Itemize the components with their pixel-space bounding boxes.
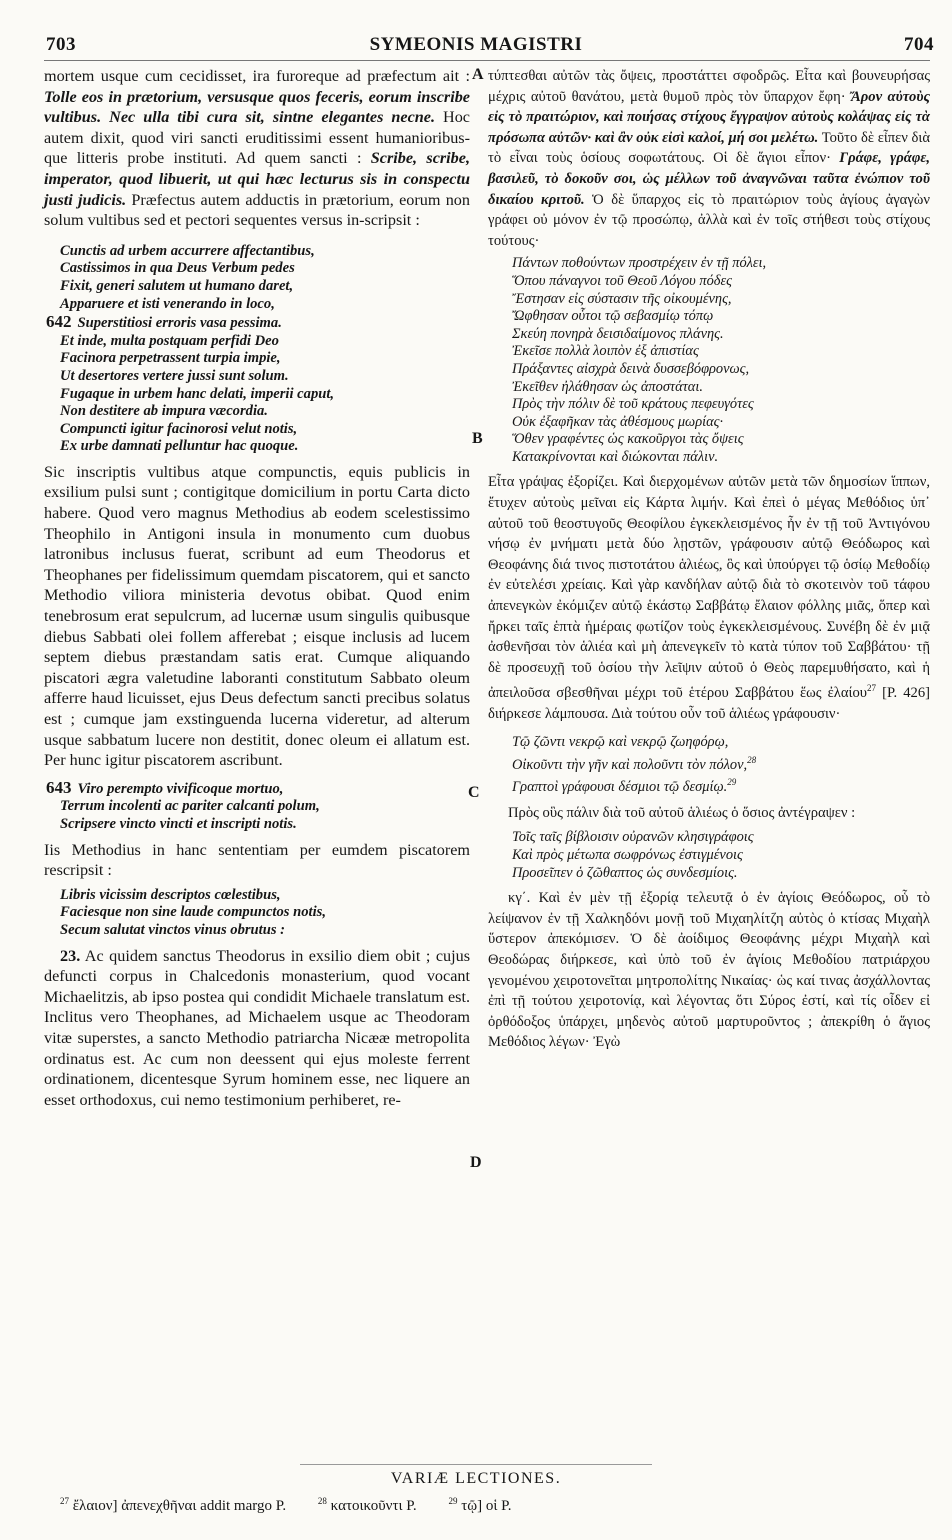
variae-rule bbox=[300, 1464, 652, 1465]
greek-text: Τοῦτο δὲ εἶπεν διὰ τὸ εἶναι τοὺς ὁσίους σοφωτάτους. Οἱ δὲ ἅγιοι εἶπον· bbox=[488, 129, 930, 167]
verse-line: Ἐκεῖσε πολλὰ λοιπὸν ἐξ ἀπιστίας bbox=[512, 343, 699, 360]
latin-paragraph-4 bbox=[44, 946, 470, 1111]
verse-line: Ὤφθησαν οὗτοι τῷ σεβασμίῳ τόπῳ bbox=[512, 308, 714, 325]
verse-line: Ex urbe damnati pelluntur hac quoque. bbox=[60, 438, 299, 455]
variae-lectiones-title: VARIÆ LECTIONES. bbox=[390, 1470, 562, 1487]
verse-line: Οὐκ ἐξαφῆκαν τὰς ἀθέσμους μωρίας· bbox=[512, 413, 724, 430]
greek-paragraph-2 bbox=[488, 472, 930, 724]
verse-line: Compuncti igitur facinorosi velut notis, bbox=[60, 420, 298, 437]
footnote-ref: 29 bbox=[727, 777, 737, 788]
footnote-ref: 28 bbox=[747, 755, 757, 766]
verse-line: Πρὸς τὴν πόλιν δὲ τοῦ κράτους πεφευγότες bbox=[512, 396, 754, 413]
variant-note bbox=[318, 1498, 431, 1514]
greek-text: διήρκεσε λάμπουσα. Διὰ τούτου οὖν τοῦ ἁλιέως γράφουσιν· bbox=[488, 705, 841, 722]
verse-line: Καὶ πρὸς μέτωπα σωφρόνως ἐστιγμένοις bbox=[512, 847, 743, 864]
verse-line: Fixit, generi salutem ut humano daret, bbox=[60, 277, 294, 294]
verse-line bbox=[512, 774, 930, 796]
column-marker: 642 bbox=[46, 312, 72, 332]
verse-line: Libris vicissim descriptos cœlestibus, bbox=[60, 886, 281, 903]
verse-line: Non destitere ab impura væcordia. bbox=[60, 403, 268, 420]
latin-text: Ac quidem sanctus Theodorus in exsilio diem obit ; cujus defuncti corpus in Chalcedonis monasterium, quod vocant Michaelitzis, ab ipso postea qui condidit Michaele translatum est. Inclitus vero Theophanes, ad Michaelem usque ac Theodoram vitæ superstes, a sancto Methodio patriarcha Nicææ metropolita ordinatus est. Ac cum non deessent qui ejus moleste ferrent ordinationem, dicentesque Syrum hominem esse, nec liquere an esset orthodoxus, cui nemo testimonium perhiberet, re- bbox=[44, 946, 470, 1109]
latin-speech-emperor: Tolle eos in prætorium, versusque quos feceris, eorum inscribe vultibus. Nec ulla tibi cura sit, sintne elegantes necne. bbox=[44, 87, 470, 127]
latin-verse-1 bbox=[46, 242, 470, 456]
latin-speech-saints: Scribe, scribe, imperator, quod libuerit, ut qui hæc lecturus sis in conspectu justi judicis. bbox=[44, 149, 470, 209]
verse-line-text: Γραπτοὶ γράφουσι δέσμιοι τῷ δεσμίῳ. bbox=[512, 779, 728, 796]
margin-letter-d: D bbox=[470, 1154, 482, 1171]
page-reference: [P. 426] bbox=[875, 685, 930, 702]
note-number: 29 bbox=[448, 1496, 458, 1506]
header-rule bbox=[44, 60, 930, 61]
verse-line: Κατακρίνονται καὶ διώκονται πάλιν. bbox=[512, 448, 719, 465]
verse-line: Τῷ ζῶντι νεκρῷ καὶ νεκρῷ ζωηφόρῳ, bbox=[512, 734, 729, 751]
greek-verse-2 bbox=[512, 734, 930, 796]
verse-line: Faciesque non sine laude compunctos notis, bbox=[60, 904, 326, 921]
greek-verse-1 bbox=[512, 255, 930, 466]
margin-letter-b: B bbox=[472, 430, 483, 447]
latin-verse-2 bbox=[46, 777, 470, 834]
greek-paragraph-3: Πρὸς οὓς πάλιν διὰ τοῦ αὐτοῦ ἁλιέως ὁ ὅσιος ἀντέγραψεν : bbox=[508, 804, 856, 821]
verse-line bbox=[512, 752, 930, 774]
verse-line-text: Viro perempto vivificoque mortuo, bbox=[77, 780, 284, 797]
variant-note bbox=[448, 1498, 525, 1514]
verse-line: Fugaque in urbem hanc delati, imperii caput, bbox=[60, 385, 335, 402]
greek-speech-emperor: Ἄρον αὐτοὺς εἰς τὸ πραιτώριον, καὶ ποιήσας στίχους ἔγγραψον αὐτοὺς κολάψας εἰς τὰ πρόσωπα αὐτῶν· καὶ ἂν οὐκ εἰσὶ καλοί, μή σοι μελέτω. bbox=[488, 88, 930, 146]
variant-note bbox=[60, 1498, 300, 1514]
verse-line: Τοῖς ταῖς βίβλοισιν οὐρανῶν κλησιγράφοις bbox=[512, 829, 754, 846]
section-number: κγ΄. bbox=[508, 890, 531, 907]
note-text: κατοικοῦντι P. bbox=[330, 1498, 417, 1514]
verse-line-text: Superstitiosi erroris vasa pessima. bbox=[77, 315, 282, 332]
greek-text: Καὶ ἐν μὲν τῇ ἐξορίᾳ τελευτᾷ ὁ ἐν ἁγίοις Θεόδωρος, οὗ τὸ λείψανον ἐν τῇ Χαλκηδόνι μονῇ τοῦ Μιχαηλίτζη αὐτὸς ὁ κτίσας Μιχαὴλ ὕστερον ἀπεκόμισεν. Ὁ δὲ ἀοίδιμος Θεοφάνης μέχρι Μιχαὴλ καὶ Θεοδώρας διήρκεσε, καὶ ὑπὸ τοῦ ἐν ἁγίοις Μεθοδίου πατριάρχου γενομένου χειροτονεῖται μητροπολίτης Νικαίας· ὡς καί τινας ἀσχάλλοντας ἐπὶ τῇ τούτου χειροτονίᾳ, καὶ λέγοντας ὅτι Σύρος ἐστί, καὶ τίς οἶδεν εἰ ὀρθόδοξος ὑπάρχει, μηδενὸς αὐτοῦ μαρτυροῦντος ; ἀπεκρίθη ὁ ἅγιος Μεθόδιος λέγων· Ἐγὼ bbox=[488, 890, 930, 1051]
verse-line: Secum salutat vinctos vinus obrutus : bbox=[60, 921, 286, 938]
greek-paragraph-1 bbox=[488, 66, 930, 251]
greek-column bbox=[488, 66, 930, 1053]
note-text: ἔλαιον] ἀπενεχθῆναι addit margo P. bbox=[72, 1498, 287, 1514]
greek-paragraph-4 bbox=[488, 888, 930, 1053]
verse-line: Terrum incolenti ac pariter calcanti polum, bbox=[60, 798, 320, 815]
variae-lectiones-notes bbox=[60, 1496, 920, 1515]
verse-line-text: Οἰκοῦντι τὴν γῆν καὶ πολοῦντι τὸν πόλον, bbox=[512, 756, 748, 773]
latin-column bbox=[44, 66, 470, 1110]
verse-line: Ὅπου πάναγνοι τοῦ Θεοῦ Λόγου πόδες bbox=[512, 272, 732, 289]
running-title: SYMEONIS MAGISTRI bbox=[369, 34, 583, 55]
greek-text: τύπτεσθαι αὐτῶν τὰς ὄψεις, προστάττει σφοδρῶς. Εἶτα καὶ βουνευρήσας μέχρις αὐτοῦ θανάτου, μετὰ θυμοῦ πρὸς τὸν ὕπαρχον ἔφη· bbox=[488, 68, 930, 105]
verse-line: Πάντων ποθούντων προστρέχειν ἐν τῇ πόλει, bbox=[512, 255, 767, 272]
margin-letter-c: C bbox=[468, 784, 480, 801]
note-number: 27 bbox=[60, 1496, 69, 1506]
latin-text: mortem usque cum cecidisset, ira furoreque ad præfectum ait : bbox=[44, 67, 470, 85]
verse-line: Facinora perpetrassent turpia impie, bbox=[60, 350, 281, 367]
verse-line: Cunctis ad urbem accurrere affectantibus, bbox=[60, 242, 315, 259]
footnote-ref: 27 bbox=[866, 683, 876, 694]
verse-line: Σκεύη πονηρὰ δεισιδαίμονος πλάνης. bbox=[512, 325, 724, 342]
verse-line: Ὅθεν γραφέντες ὡς κακοῦργοι τὰς ὄψεις bbox=[512, 431, 744, 448]
latin-verse-3 bbox=[60, 887, 470, 940]
margin-letter-a: A bbox=[472, 66, 484, 83]
greek-text: Ὁ δὲ ὕπαρχος εἰς τὸ πραιτώριον τοὺς ἁγίους ἀγαγὼν γράφει οὐ μόνον ἐν τῷ προσώπῳ, ἀλλὰ καὶ ἐν τοῖς στήθεσι τοὺς στίχους τούτους· bbox=[488, 191, 930, 249]
latin-paragraph-2: Sic inscriptis vultibus atque compunctis, equis publicis in exsilium pulsi sunt ; contigitque domicilium in portu Carta dicto habere. Quod vero magnus Methodius ab eodem scelestissimo Theophilo in Antigoni insula in monumento cum duobus latronibus inclusus fuerat, scribunt ad eum Theodorus et Theophanes per fidelissimum quemdam piscatorem, qui et sancto Methodio viliora ministeria devotus obibat. Quod enim tenebrosum erat sepulcrum, ad lucernæ usum singulis quibusque diebus Sabbati olei follem afferebat ; eisque inclusis ad lucem septem diebus præstandam satis erat. Cumque aliquando piscatori ægra valetudine laboranti constitutum Sabbato oleum afferre haud licuisset, ejus Deus defectum sancti precibus solatus est ; cumque jam exstinguenda lucerna videretur, ad alterum usque sabbatum lucere non destitit, donec oleum ei allatum est. Per hunc igitur piscatorem ascribunt. bbox=[44, 462, 470, 770]
verse-line: Πράξαντες αἰσχρὰ δεινὰ δυσσεβόφρονως, bbox=[512, 360, 750, 377]
verse-line: Scripsere vincto vincti et inscripti notis. bbox=[60, 815, 297, 832]
greek-text: Εἶτα γράψας ἐξορίζει. Καὶ διερχομένων αὐτῶν μετὰ τῶν δημοσίων ἵππων, ἔτυχεν αὐτοὺς μεῖναι εἰς Κάρτα λιμήν. Καὶ ἐπεὶ ὁ μέγας Μεθόδιος ὑπ᾽ αὐτοῦ τοῦ θεοστυγοῦς Θεοφίλου ἐγκεκλεισμένος ἦν ἐν τῇ τοῦ Ἀντιγόνου νήσῳ ἐν μνήματι μετὰ δύο λῃστῶν, γράφουσιν αὐτῷ Θεόδωρος καὶ Θεοφάνης διά τινος πιστοτάτου ἁλιέως, ὃς καὶ ὑπούργει τῷ ὁσίῳ Μεθοδίῳ ἐν εὐτελέσι χρείαις. Καὶ γὰρ κανδήλαν αὐτῷ διὰ τὸ σκοτεινὸν τοῦ τάφου ἀπενεγκὼν ἐκόμιζεν αὐτῷ ἑκάστῳ Σαββάτῳ ἔλαιον φόλλης μιᾶς, ὅπερ καὶ ἤρκει ταῖς ἑπτὰ ἡμέραις φωτίζον τοὺς ἐγκεκλεισμένους. Συνέβη δὲ ἐν μιᾷ ἀσθενῆσαι τὸν ἁλιέα καὶ μὴ ἀπενεγκεῖν τὸ κατὰ τύπον τοῦ Σαββάτου· τῇ δὲ προσευχῇ τοῦ ὁσίου τὴν λεῖψιν αὐτοῦ ὁ Θεὸς παρεμυθήσατο, καὶ ἡ ἀπειλοῦσα σβεσθῆναι μέχρι τοῦ ἑτέρου Σαββάτου ἕως ἐλαίου bbox=[488, 474, 930, 702]
verse-line bbox=[46, 313, 470, 333]
section-number: 23. bbox=[60, 946, 81, 965]
note-number: 28 bbox=[317, 1496, 327, 1506]
verse-line: Προσεῖπεν ὁ ζῶθαπτος ὡς συνδεσμίοις. bbox=[512, 864, 738, 881]
page-number-right: 704 bbox=[904, 34, 934, 55]
latin-text: Hoc autem dixit, quod viri sancti eruditissimi essent humanioribus-que litteris probe instituti. Ad quem sancti : bbox=[44, 108, 470, 168]
latin-paragraph-3: Iis Methodius in hanc sententiam per eumdem piscatorem rescripsit : bbox=[44, 840, 470, 880]
page-number-left: 703 bbox=[46, 34, 76, 55]
verse-line: Apparuere et isti venerando in loco, bbox=[60, 295, 275, 312]
note-text: τῷ] οἱ P. bbox=[461, 1498, 512, 1514]
verse-line: Ut desertores vertere jussi sunt solum. bbox=[60, 367, 289, 384]
verse-line bbox=[46, 779, 470, 799]
verse-line: Ἐκεῖθεν ἠλάθησαν ὡς ἀποστάται. bbox=[512, 378, 703, 395]
latin-text: Præfectus autem adductis in prætorium, eorum non solum vultibus sed et pectori sequentes versus in-scripsit : bbox=[44, 190, 470, 230]
column-marker: 643 bbox=[46, 777, 72, 797]
verse-line: Et inde, multa postquam perfidi Deo bbox=[60, 332, 279, 349]
greek-verse-3 bbox=[512, 829, 930, 882]
latin-paragraph-1 bbox=[44, 66, 470, 231]
verse-line: Castissimos in qua Deus Verbum pedes bbox=[60, 260, 295, 277]
verse-line: Ἔστησαν εἰς σύστασιν τῆς οἰκουμένης, bbox=[512, 290, 732, 307]
greek-speech-saints: Γράφε, γράφε, βασιλεῦ, τὸ δοκοῦν σοι, ὡς μέλλων τοῦ ἀναγνῶναι ταῦτα ἐνώπιον τοῦ δικαίου κριτοῦ. bbox=[488, 150, 930, 208]
